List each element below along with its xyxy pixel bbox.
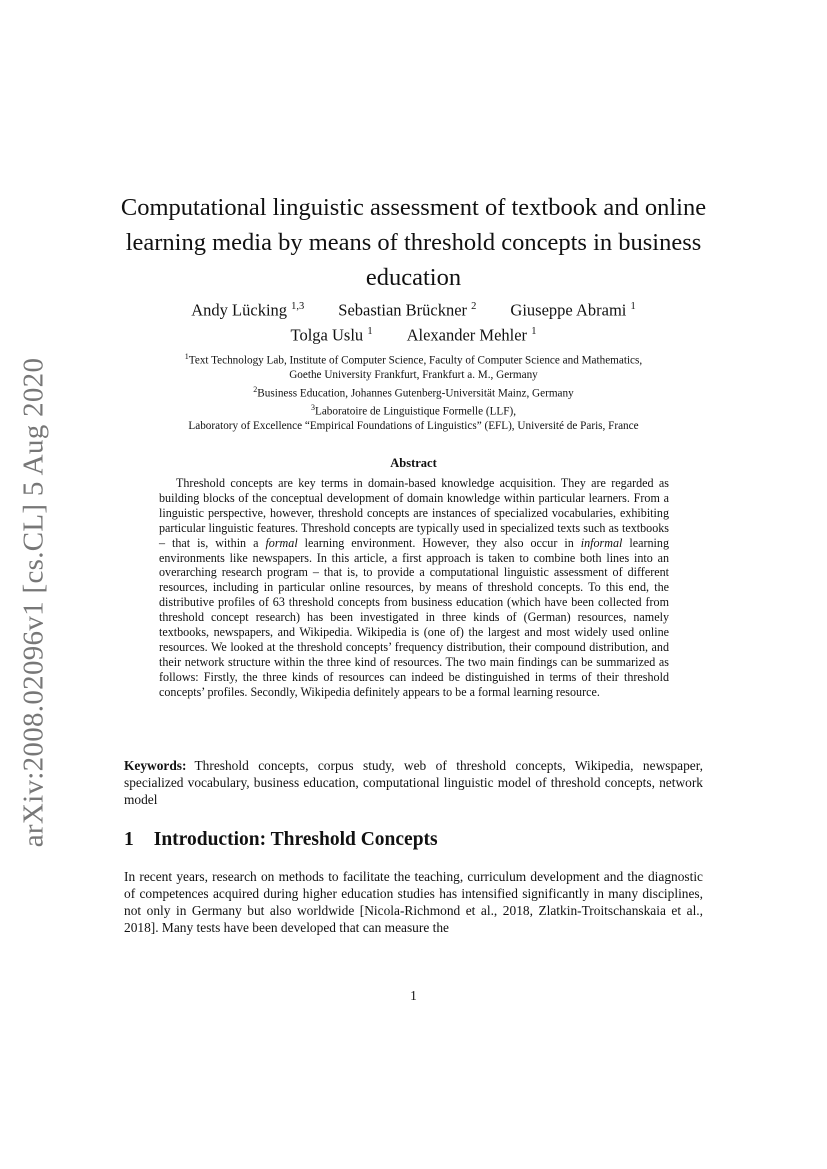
author-affiliation-mark: 1 (630, 301, 636, 312)
section-number: 1 (124, 829, 134, 850)
keywords (124, 757, 703, 808)
author: Tolga Uslu $^1$ (290, 325, 373, 344)
abstract-heading: Abstract (390, 456, 437, 470)
abstract-text: Threshold concepts are key terms in domain-based knowledge acquisition. They are regarded as building blocks of the conceptual development of domain knowledge within particular learners. From a linguistic perspective, however, threshold concepts are instances of specialized vocabularies, exhibiting particular linguistic features. Threshold concepts are typically used in specialized texts such as textbooks – that is, within a formal learning environment. However, they also occur in informal learning environments like newspapers. In this article, a first approach is taken to combine both lines into an overarching research program – that is, to provide a computational linguistic assessment of different resources, including in particular online resources, by means of threshold concepts. To this end, the distributive profiles of 63 threshold concepts from business education (which have been collected from threshold concept research) has been investigated in three kinds of (German) resources, namely textbooks, newspapers, and Wikipedia. Wikipedia is (one of) the largest and most widely used online resources. We looked at the threshold concepts’ frequency distribution, their compound distribution, and their network structure within the three kind of resources. The two main findings can be summarized as follows: Firstly, the three kinds of resources can indeed be distinguished in terms of their threshold concepts’ profiles. Secondly, Wikipedia definitely appears to be a formal learning resource. (159, 476, 669, 699)
keywords-label: Keywords: (124, 758, 187, 773)
author-affiliation-mark: 1 (531, 325, 537, 337)
keywords-text: Threshold concepts, corpus study, web of threshold concepts, Wikipedia, newspaper, specialized vocabulary, business education, computational linguistic model of threshold concepts, network model (124, 758, 703, 807)
author-list (110, 296, 717, 345)
arxiv-stamp (12, 357, 56, 848)
author: Andy Lücking $^{1,3}$ (191, 300, 305, 320)
affiliation-line: $^1$Text Technology Lab, Institute of Computer Science, Faculty of Computer Science and Mathematics, (184, 352, 643, 367)
section-title: Introduction: Threshold Concepts (153, 829, 438, 850)
author-affiliation-mark: 1,3 (291, 301, 305, 312)
affiliation-line: $^2$Business Education, Johannes Gutenberg-Universität Mainz, Germany (253, 384, 574, 400)
page-number: 1 (410, 988, 417, 1003)
author: Giuseppe Abrami $^1$ (510, 300, 636, 320)
section-heading (124, 829, 438, 851)
author: Alexander Mehler $^1$ (406, 325, 537, 344)
arxiv-identifier: arXiv:2008.02096v1 [cs.CL] 5 Aug 2020 (17, 357, 50, 848)
affiliation-line: Goethe University Frankfurt, Frankfurt a. M., Germany (289, 369, 538, 382)
author-affiliation-mark: 2 (471, 301, 477, 312)
affiliation-line: Laboratory of Excellence “Empirical Foundations of Linguistics” (EFL), Université de Paris, France (188, 419, 639, 432)
paper-title: Computational linguistic assessment of textbook and online learning media by means of threshold concepts in business education (120, 194, 707, 291)
affiliations (110, 350, 717, 433)
body-paragraph: In recent years, research on methods to facilitate the teaching, curriculum development and the diagnostic of competences acquired during higher education studies has intensified significantly in many disciplines, not only in Germany but also worldwide [Nicola-Richmond et al., 2018, Zlatkin-Troitschanskaia et al., 2018]. Many tests have been developed that can measure the (124, 869, 703, 935)
author-affiliation-mark: 1 (367, 325, 373, 337)
author-row-2 (110, 321, 717, 346)
author: Sebastian Brückner $^2$ (338, 300, 477, 320)
author-row-1 (110, 296, 717, 321)
affiliation-line: $^3$Laboratoire de Linguistique Formelle (LLF), (310, 402, 516, 418)
